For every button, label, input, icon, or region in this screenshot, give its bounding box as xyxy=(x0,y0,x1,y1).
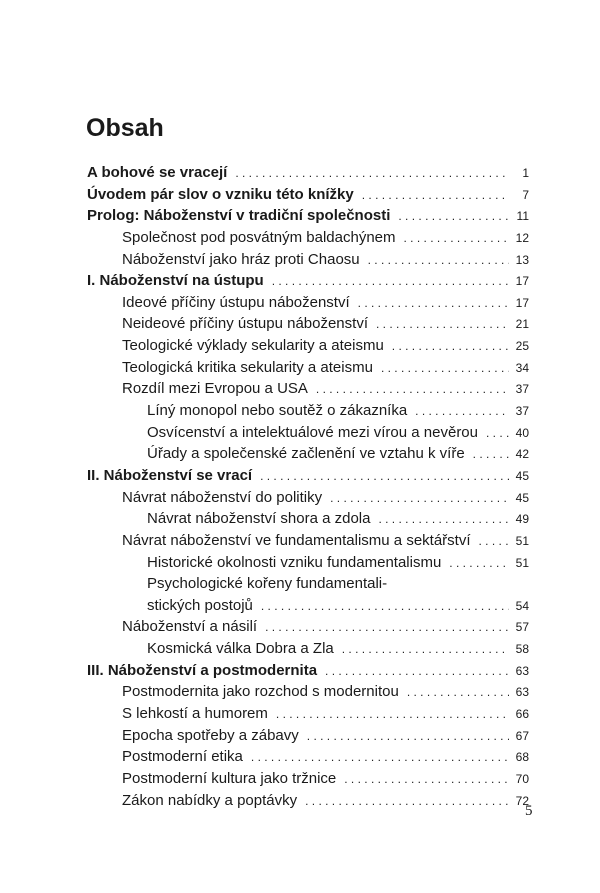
toc-entry-title: Návrat náboženství do politiky xyxy=(122,488,323,506)
toc-entry xyxy=(87,357,529,379)
dot-leader xyxy=(307,726,509,748)
dot-leader xyxy=(344,769,509,791)
dot-leader xyxy=(473,444,509,466)
dot-leader xyxy=(362,185,509,207)
toc-entry xyxy=(87,790,529,812)
dot-leader xyxy=(368,250,509,272)
toc-entry xyxy=(87,400,529,422)
toc-entry-page: 17 xyxy=(515,274,529,289)
toc-entry-title: Teologické výklady sekularity a ateismu xyxy=(122,337,384,355)
toc-entry-page: 17 xyxy=(515,295,529,310)
toc-entry-page: 70 xyxy=(515,771,529,786)
toc-entry-title: Teologická kritika sekularity a ateismu xyxy=(122,358,373,376)
toc-entry-title: Líný monopol nebo soutěž o zákazníka xyxy=(147,402,408,420)
dot-leader xyxy=(260,466,509,488)
toc-entry xyxy=(87,378,529,400)
dot-leader xyxy=(251,747,509,769)
toc-entry-title: Neideové příčiny ústupu náboženství xyxy=(122,315,368,333)
toc-entry-page: 37 xyxy=(515,404,529,419)
toc-entry-title: Historické okolnosti vzniku fundamentalismu xyxy=(147,553,442,571)
toc-entry-page: 57 xyxy=(515,620,529,635)
toc-entry xyxy=(87,227,529,249)
dot-leader xyxy=(378,509,509,531)
toc-entry-title: Úvodem pár slov o vzniku této knížky xyxy=(87,185,354,203)
toc-entry-page: 7 xyxy=(522,187,529,202)
toc-entry-title: Postmoderní kultura jako tržnice xyxy=(122,769,337,787)
table-of-contents xyxy=(87,162,529,811)
dot-leader xyxy=(404,228,509,250)
toc-entry-page: 37 xyxy=(515,382,529,397)
toc-entry xyxy=(87,530,529,552)
toc-entry xyxy=(87,746,529,768)
toc-entry-title: S lehkostí a humorem xyxy=(122,705,268,723)
toc-entry xyxy=(87,249,529,271)
toc-entry xyxy=(87,422,529,444)
toc-entry xyxy=(87,703,529,725)
dot-leader xyxy=(358,293,509,315)
toc-entry xyxy=(87,725,529,747)
toc-entry-title: Osvícenství a intelektuálové mezi vírou a nevěrou xyxy=(147,423,478,441)
toc-entry xyxy=(87,660,529,682)
toc-entry xyxy=(87,508,529,530)
toc-entry-page: 11 xyxy=(516,209,529,224)
dot-leader xyxy=(342,639,509,661)
toc-entry-title: Rozdíl mezi Evropou a USA xyxy=(122,380,308,398)
dot-leader xyxy=(407,682,509,704)
toc-entry xyxy=(87,487,529,509)
toc-entry-page: 42 xyxy=(515,447,529,462)
toc-entry-page: 51 xyxy=(515,533,529,548)
toc-entry xyxy=(87,292,529,314)
toc-entry-page: 72 xyxy=(515,793,529,808)
toc-entry xyxy=(87,270,529,292)
toc-entry-page: 21 xyxy=(515,317,529,332)
toc-entry xyxy=(87,616,529,638)
toc-entry-title: Zákon nabídky a poptávky xyxy=(122,791,298,809)
toc-entry-title: Prolog: Náboženství v tradiční společnosti xyxy=(87,207,391,225)
toc-entry xyxy=(87,184,529,206)
toc-entry-title: Epocha spotřeby a zábavy xyxy=(122,726,299,744)
page-number: 5 xyxy=(525,803,533,819)
toc-entry-title: Společnost pod posvátným baldachýnem xyxy=(122,228,396,246)
toc-entry-title: Návrat náboženství shora a zdola xyxy=(147,510,371,528)
toc-entry-page: 67 xyxy=(515,728,529,743)
toc-entry xyxy=(87,768,529,790)
toc-entry-title: stických postojů xyxy=(147,596,253,614)
dot-leader xyxy=(265,617,509,639)
toc-entry xyxy=(87,638,529,660)
toc-entry-title: III. Náboženství a postmodernita xyxy=(87,661,318,679)
dot-leader xyxy=(381,358,509,380)
dot-leader xyxy=(272,271,509,293)
toc-entry-page: 45 xyxy=(515,490,529,505)
toc-entry-page: 68 xyxy=(515,750,529,765)
dot-leader xyxy=(398,206,509,228)
dot-leader xyxy=(415,401,509,423)
dot-leader xyxy=(305,791,509,813)
dot-leader xyxy=(316,379,509,401)
dot-leader xyxy=(479,531,509,553)
toc-entry-page: 63 xyxy=(515,685,529,700)
toc-entry-title: Návrat náboženství ve fundamentalismu a sektářství xyxy=(122,531,471,549)
toc-entry-title: II. Náboženství se vrací xyxy=(87,466,253,484)
toc-entry xyxy=(87,573,529,595)
toc-entry-title: Postmodernita jako rozchod s modernitou xyxy=(122,683,399,701)
dot-leader xyxy=(486,423,509,445)
dot-leader xyxy=(449,553,509,575)
toc-entry-title: Úřady a společenské začlenění ve vztahu k víře xyxy=(147,445,465,463)
toc-entry-page: 34 xyxy=(515,360,529,375)
toc-entry-title: Kosmická válka Dobra a Zla xyxy=(147,640,334,658)
toc-entry-title: Ideové příčiny ústupu náboženství xyxy=(122,293,350,311)
toc-entry-page: 45 xyxy=(515,468,529,483)
toc-entry xyxy=(87,552,529,574)
toc-entry-page: 40 xyxy=(515,425,529,440)
toc-entry-page: 54 xyxy=(515,598,529,613)
toc-entry-page: 51 xyxy=(515,555,529,570)
toc-entry xyxy=(87,681,529,703)
toc-entry-page: 49 xyxy=(515,512,529,527)
toc-entry-page: 63 xyxy=(515,663,529,678)
toc-entry-page: 58 xyxy=(515,642,529,657)
toc-entry xyxy=(87,313,529,335)
toc-entry xyxy=(87,335,529,357)
toc-entry xyxy=(87,162,529,184)
toc-entry-title: I. Náboženství na ústupu xyxy=(87,272,264,290)
dot-leader xyxy=(261,596,509,618)
toc-entry-page: 66 xyxy=(515,707,529,722)
toc-entry xyxy=(87,205,529,227)
toc-entry-title: Náboženství jako hráz proti Chaosu xyxy=(122,250,360,268)
toc-entry-page: 25 xyxy=(515,339,529,354)
toc-entry xyxy=(87,595,529,617)
toc-entry-page: 1 xyxy=(522,166,529,180)
toc-entry-title: Psychologické kořeny fundamentali- xyxy=(147,575,388,593)
toc-entry-title: Náboženství a násilí xyxy=(122,618,258,636)
toc-entry-page: 13 xyxy=(515,252,529,267)
toc-entry-title: Postmoderní etika xyxy=(122,748,243,766)
dot-leader xyxy=(276,704,509,726)
toc-entry xyxy=(87,465,529,487)
page-title: Obsah xyxy=(86,114,164,142)
toc-entry xyxy=(87,443,529,465)
dot-leader xyxy=(376,314,509,336)
toc-entry-page: 12 xyxy=(515,230,529,245)
dot-leader xyxy=(235,163,509,185)
toc-entry-title: A bohové se vracejí xyxy=(87,164,228,181)
dot-leader xyxy=(325,661,509,683)
dot-leader xyxy=(392,336,509,358)
dot-leader xyxy=(330,488,509,510)
